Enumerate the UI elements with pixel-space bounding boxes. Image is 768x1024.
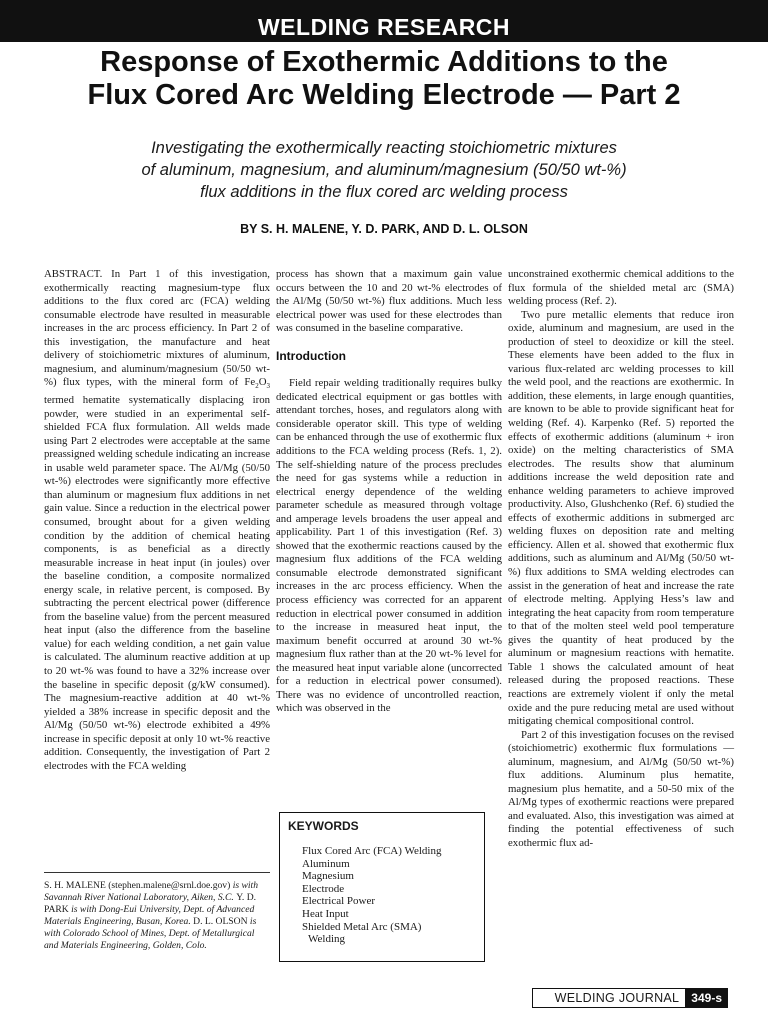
author-name-2: Y. D. PARK bbox=[44, 892, 257, 915]
abstract-text: ABSTRACT. In Part 1 of this investigation, exothermically reacting magnesium-type flux additions to the flux cored arc (FCA) welding consumable electrode have resulted in measurable increases in the arc process efficiency. In Part 2 of this investigation, the manufacture and heat delivery of stoichiometric mixtures of aluminum, magnesium, and aluminum/magnesium (50/50 wt-%) flux types, with the mineral form of $Fe_2O_3$ termed hematite systematically displacing iron powder, were studied in an experimental self-shielded FCA flux formulation. All welds made using Part 2 electrodes were acceptable at the same preassigned welding schedule indicating an increase in usable weld parameter space. The Al/Mg (50/50 wt-%) electrodes were significantly more effective than aluminum or magnesium flux additions in net gain value. Since a reduction in the electrical power consumed, brought about for a given welding condition by the addition of chemical heating components, is as beneficial as a directly measurable increase in heat input (in joules) over the baseline condition, a composite normalized energy scale, in relative percent, is composed. By subtracting the percent electrical power (difference from the baseline value) from the percent measured heat input (also the difference from the baseline value) for each welding condition, a net gain value is calculated. The aluminum reactive addition at up to 20 wt-% was found to have a 32% increase over the baseline in specific deposit (g/kW consumed). The magnesium-reactive addition at 40 wt-% yielded a 38% increase in specific deposit and the Al/Mg (50/50 wt-%) electrode exhibited a 49% increase in specific deposit at only 10 wt-% reactive addition. Consequently, the investigation of Part 2 electrodes with the FCA welding bbox=[44, 268, 270, 772]
introduction-heading: Introduction bbox=[276, 348, 346, 363]
author-affiliations: S. H. MALENE (stephen.malene@srnl.doe.gov) is with Savannah River National Laboratory, Aiken, S.C. Y. D. PARK is with Dong-Eui University, Dept. of Advanced Materials Engineering, Busan, Korea. D. L. OLSON is with Colorado School of Mines, Dept. of Metallurgical and Materials Engineering, Golden, Colo. bbox=[44, 880, 259, 951]
background-paragraph-2: Two pure metallic elements that reduce iron oxide, aluminum and magnesium, are used in the production of steel to deoxidize or kill the steel. These elements have been added to the flux in various flux-related arc welding processes to kill the weld pool, and the reactions are exothermic. In addition, these elements, in large enough quantities, are known to be able to provide significant heat for welding (Ref. 4). Karpenko (Ref. 5) reported the effects of exothermic additions (aluminum + iron oxide) on the melting characteristics of SMA electrodes. The results show that aluminum additions increase the weld deposition rate and enhance welding parameters to achieve improved productivity. Also, Glushchenko (Ref. 6) studied the effects of exothermic additions in submerged arc welding fluxes on deposition rate and melting efficiency. Allen et al. showed that exothermic flux additions, such as aluminum and Al/Mg (50/50 wt-%) flux additions to SMA welding electrodes can assist in the generation of heat and increase the rate of electrode melting. Applying Hess’s law and integrating the heat capacity from room temperature to that of the molten steel weld pool temperature gives the quantity of heat produced by the aluminum or magnesium reactions with hematite. Table 1 shows the calculated amount of heat released during the proposed reactions. These reactions are extremely violent if only the metal oxide and the pure reducing metal are used without mitigating chemical compositional control. bbox=[508, 308, 734, 728]
keywords-box bbox=[279, 812, 485, 962]
background-paragraph-1: unconstrained exothermic chemical additions to the flux formula of the shielded metal arc (SMA) welding process (Ref. 2). bbox=[508, 268, 734, 308]
column-introduction bbox=[276, 268, 502, 716]
deck-line-2: of aluminum, magnesium, and aluminum/magnesium (50/50 wt-%) bbox=[141, 161, 627, 179]
title-line-1: Response of Exothermic Additions to the bbox=[100, 46, 668, 78]
keyword-item: Magnesium bbox=[302, 870, 354, 883]
column-background bbox=[508, 268, 734, 851]
column-abstract bbox=[44, 268, 270, 773]
introduction-paragraph: Field repair welding traditionally requires bulky dedicated electrical equipment or gas bottles with attendant torches, hoses, and regulators along with considerable operator skill. This type of welding can be enhanced through the use of exothermic flux additions to the FCA welding process (Refs. 1, 2). The self-shielding nature of the process precludes the need for gas systems while a reduction in electrical energy dependence of the welding parameter schedule as measured through voltage and amperage levels broadens the user appeal and applicability. Part 1 of this investigation (Ref. 3) showed that the exothermic reactions caused by the magnesium flux additions of the FCA welding consumable electrode demonstrated significant increases in the arc process efficiency. When the process efficiency was corrected for an apparent reduction in electrical power consumed in addition to the increase in measured heat input, the maximum benefit occurred at around 30 wt-% magnesium flux rather than at the 20 wt-% level for the measured heat input variable alone (uncorrected for a reduction in electrical power consumed). There was no evidence of uncontrolled reaction, which was observed in the bbox=[276, 377, 502, 715]
keywords-list bbox=[288, 845, 476, 946]
deck-line-3: flux additions in the flux cored arc welding process bbox=[200, 183, 568, 201]
background-paragraph-3: Part 2 of this investigation focuses on the revised (stoichiometric) exothermic flux formulations — aluminum, magnesium, and Al/Mg (50/50 wt-%) flux additions. Aluminum plus hematite, magnesium plus hematite, and a 50-50 mix of the Al/Mg types of exothermic reactions were prepared and evaluated. Also, this investigation was aimed at finding the potential effectiveness of such exothermic flux ad- bbox=[508, 728, 734, 849]
keyword-item: Aluminum bbox=[302, 857, 350, 870]
keywords-title: KEYWORDS bbox=[288, 819, 359, 833]
keyword-item: Welding bbox=[308, 933, 345, 946]
header-rule bbox=[0, 40, 768, 42]
abstract-continuation: process has shown that a maximum gain value occurs between the 10 and 20 wt-% electrodes of the Al/Mg (50/50 wt-%) flux additions. Much less electrical power was used for these electrodes than was consumed in the baseline comparative. bbox=[276, 268, 502, 335]
footnote-divider bbox=[44, 872, 270, 873]
article-title bbox=[20, 46, 748, 112]
keyword-item: Heat Input bbox=[302, 907, 349, 920]
section-label: WELDING RESEARCH bbox=[257, 14, 511, 40]
section-banner bbox=[0, 0, 768, 40]
keyword-item: Flux Cored Arc (FCA) Welding bbox=[302, 845, 442, 857]
journal-name: WELDING JOURNAL bbox=[532, 988, 686, 1008]
article-deck bbox=[60, 137, 708, 203]
keyword-item: Electrode bbox=[302, 882, 345, 895]
page-footer bbox=[532, 988, 728, 1008]
author-name-3: D. L. OLSON bbox=[193, 916, 248, 927]
title-line-2: Flux Cored Arc Welding Electrode — Part 2 bbox=[87, 79, 681, 111]
author-name-1: S. H. MALENE bbox=[44, 880, 106, 891]
keyword-item: Shielded Metal Arc (SMA) bbox=[302, 920, 422, 933]
author-email: (stephen.malene@srnl.doe.gov) bbox=[105, 880, 231, 891]
author-byline: BY S. H. MALENE, Y. D. PARK, AND D. L. OLSON bbox=[240, 222, 528, 236]
page-number: 349-s bbox=[685, 988, 728, 1008]
keyword-item: Electrical Power bbox=[302, 895, 375, 908]
deck-line-1: Investigating the exothermically reacting stoichiometric mixtures bbox=[151, 139, 617, 157]
